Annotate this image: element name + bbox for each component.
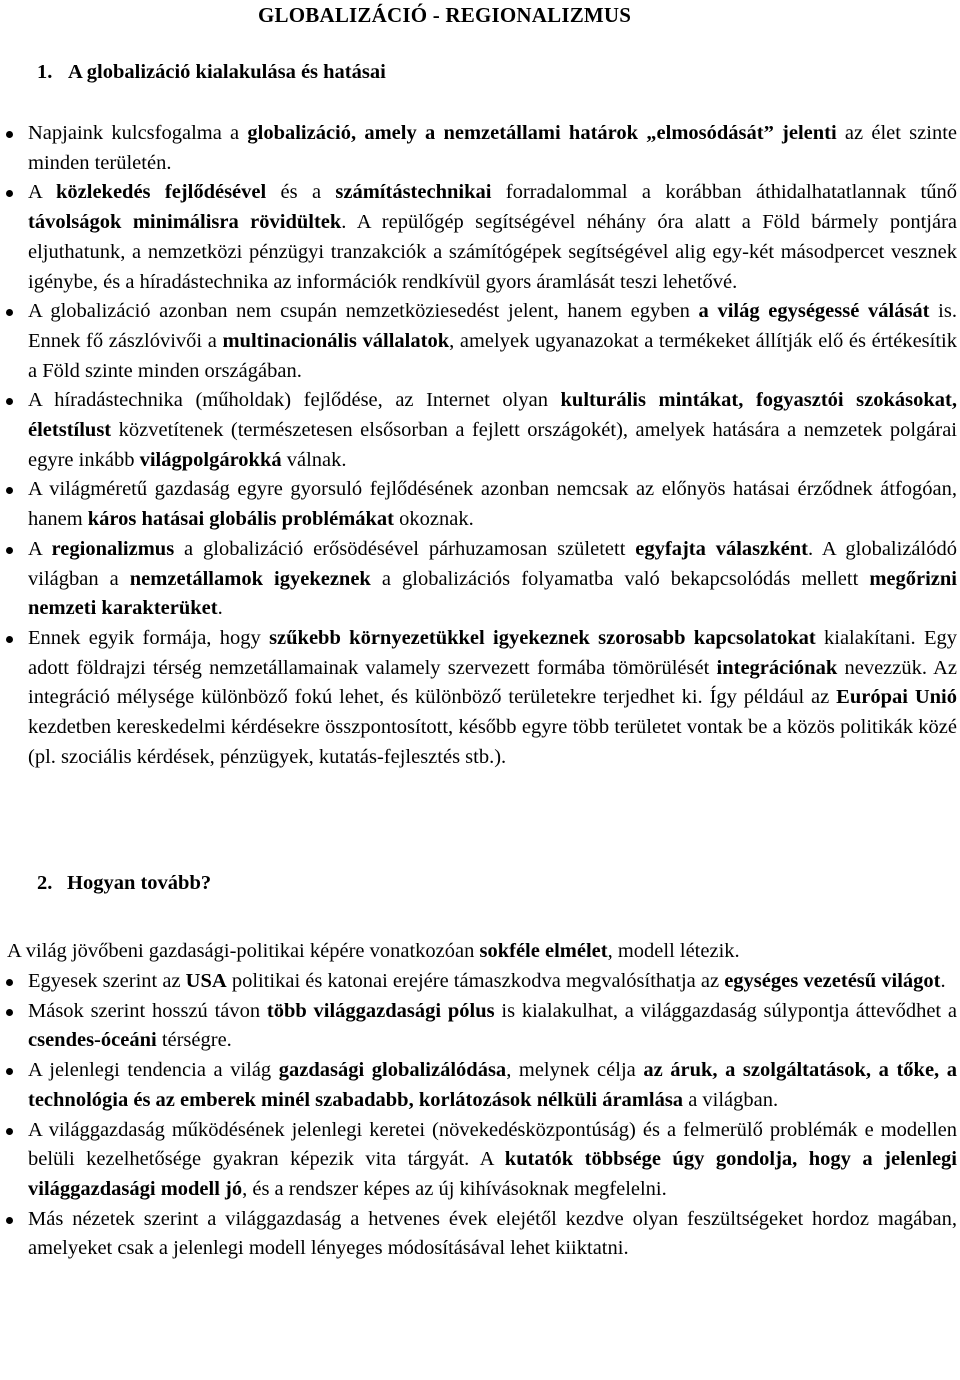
- text-run: okoznak.: [394, 508, 474, 531]
- text-run: és a: [266, 181, 336, 204]
- list-item: [28, 535, 957, 624]
- text-run: közvetítenek (természetesen elsősorban a fejlett országokét), amelyek hatására a nemzetek polgárai egyre inkább: [28, 419, 957, 471]
- text-run: Egyesek szerint az: [28, 970, 186, 992]
- list-item: [28, 386, 957, 475]
- bold-text: integrációnak: [716, 656, 838, 679]
- bold-text: a világ egységessé válását: [698, 300, 930, 323]
- text-run: A jelenlegi tendencia a világ: [28, 1059, 279, 1082]
- section-2-bullet-list: [0, 967, 957, 1264]
- bold-text: csendes-óceáni: [28, 1029, 157, 1052]
- text-run: politikai és katonai erejére támaszkodva megvalósíthatja az: [226, 970, 725, 992]
- text-run: is. Ennek fő zászlóvivői a: [28, 300, 957, 352]
- text-run: , melynek célja: [506, 1059, 644, 1082]
- bold-text: több világgazdasági pólus: [266, 999, 495, 1022]
- bullet-icon: [6, 979, 13, 986]
- bold-text: számítástechnikai: [335, 181, 492, 204]
- list-item: [28, 997, 957, 1056]
- bold-text: kutatók többsége úgy gondolja, hogy a jelenlegi világgazdasági modell jó: [28, 1148, 957, 1200]
- bullet-icon: [6, 636, 13, 643]
- section-1-heading-text: A globalizáció kialakulása és hatásai: [68, 61, 386, 83]
- bold-text: kulturális mintákat, fogyasztói szokásokat, életstílust: [28, 389, 957, 442]
- bold-text: egyfajta válaszként: [635, 537, 808, 560]
- bullet-icon: [6, 1128, 13, 1135]
- section-1-bullet-list: [0, 119, 957, 772]
- text-run: Más nézetek szerint a világgazdaság a hetvenes évek elejétől kezdve olyan feszültségeket hordoz magában, amelyeket csak a jelenlegi modell lényeges módosításával lehet kiiktatni.: [28, 1207, 957, 1260]
- text-run: Ennek egyik formája, hogy: [28, 626, 270, 649]
- text-run: A világgazdaság működésének jelenlegi keretei (növekedésközpontúság) és a felmerülő problémák e modellen belüli kezelhetősége gyakran képezik vita tárgyát. A: [28, 1118, 957, 1171]
- bold-text: egységes vezetésű világot: [724, 970, 941, 992]
- bold-text: szűkebb környezetükkel igyekeznek szorosabb kapcsolatokat: [269, 626, 816, 649]
- bullet-icon: [6, 309, 13, 316]
- bullet-icon: [6, 190, 13, 197]
- list-item: [28, 178, 957, 297]
- text-run: . A repülőgép segítségével néhány óra alatt a Föld bármely pontjára eljuthatunk, a nemzetközi pénzügyi tranzakciók a számítógépek segítségével alig egy-két másodpercet vesznek igénybe, és a híradástechnika az információk rendkívül gyors áramlását teszi lehetővé.: [28, 211, 957, 293]
- text-run: nevezzük. Az integráció mélysége különböző fokú lehet, és különböző területekre terjedhet ki. Így például az: [28, 656, 957, 709]
- section-2-intro: [7, 937, 740, 967]
- section-2-heading: [37, 872, 211, 895]
- bullet-icon: [6, 398, 13, 405]
- text-run: térségre.: [156, 1029, 232, 1052]
- bullet-icon: [6, 1217, 13, 1224]
- bold-text: gazdasági globalizálódása: [278, 1059, 507, 1082]
- bold-text: USA: [185, 970, 227, 992]
- list-item: [28, 967, 957, 997]
- text-run: , amelyek ugyanazokat a termékeket állítják elő és értékesítik a Föld szinte minden országában.: [28, 329, 957, 382]
- bold-text: világpolgárokká: [139, 448, 282, 471]
- bullet-icon: [6, 487, 13, 494]
- bullet-icon: [6, 547, 13, 554]
- text-run: a globalizáció erősödésével párhuzamosan született: [174, 537, 636, 560]
- text-run: forradalommal a korábban áthidalhatatlannak tűnő: [491, 181, 957, 204]
- list-item: [28, 297, 957, 386]
- bold-text: sokféle elmélet: [479, 940, 608, 962]
- bullet-icon: [6, 131, 13, 138]
- bold-text: az áruk, a szolgáltatások, a tőke, a technológia és az emberek minél szabadabb, korlátozások nélküli áramlása: [28, 1059, 957, 1111]
- bold-text: multinacionális vállalatok: [222, 329, 450, 352]
- list-item: [28, 119, 957, 178]
- text-run: Mások szerint hosszú távon: [28, 999, 267, 1022]
- bold-text: megőrizni nemzeti karakterüket: [28, 567, 957, 620]
- text-run: kialakítani. Egy adott földrajzi térség nemzetállamainak valamely szervezett formába tömörülését: [28, 626, 958, 679]
- list-item: [28, 1205, 957, 1264]
- text-run: A: [28, 537, 52, 560]
- bold-text: globalizáció, amely a nemzetállami határok „elmosódását” jelenti: [247, 122, 837, 144]
- page-title: GLOBALIZÁCIÓ - REGIONALIZMUS: [258, 3, 632, 27]
- list-item: [28, 1056, 957, 1115]
- text-run: az élet szinte minden területén.: [28, 122, 957, 174]
- bold-text: regionalizmus: [51, 537, 175, 560]
- bold-text: közlekedés fejlődésével: [56, 181, 267, 204]
- section-1-heading: [37, 61, 386, 84]
- section-2-number: 2.: [37, 872, 53, 894]
- bold-text: nemzetállamok igyekeznek: [129, 567, 371, 590]
- text-run: A világméretű gazdaság egyre gyorsuló fejlődésének azonban nemcsak az előnyös hatásai érződnek átfogóan, hanem: [28, 478, 957, 531]
- text-run: is kialakulhat, a világgazdaság súlypontja áttevődhet a: [494, 999, 957, 1022]
- bullet-icon: [6, 1009, 13, 1016]
- text-run: , és a rendszer képes az új kihívásoknak megfelelni.: [242, 1177, 667, 1200]
- text-run: a világban.: [683, 1088, 779, 1111]
- text-run: A globalizáció azonban nem csupán nemzetköziesedést jelent, hanem egyben: [28, 300, 699, 323]
- list-item: [28, 1116, 957, 1205]
- bullet-icon: [6, 1068, 13, 1075]
- text-run: Napjaink kulcsfogalma a: [28, 122, 248, 144]
- text-run: .: [940, 970, 946, 992]
- text-run: . A globalizálódó világban a: [28, 537, 957, 590]
- bold-text: Európai Unió: [836, 686, 958, 709]
- bold-text: távolságok minimálisra rövidültek: [28, 211, 342, 234]
- text-run: A világ jövőbeni gazdasági-politikai képére vonatkozóan: [7, 940, 480, 962]
- text-run: .: [217, 597, 223, 620]
- text-run: , modell létezik.: [607, 940, 740, 962]
- list-item: [28, 475, 957, 534]
- section-2-heading-text: Hogyan tovább?: [67, 872, 212, 894]
- text-run: a globalizációs folyamatba való bekapcsolódás mellett: [370, 567, 870, 590]
- text-run: A: [28, 181, 57, 204]
- bold-text: káros hatásai globális problémákat: [87, 508, 395, 531]
- text-run: kezdetben kereskedelmi kérdésekre összpontosított, később egyre több területet vontak be a közös politikák közé (pl. szociális kérdések, pénzügyek, kutatás-fejlesztés stb.).: [28, 716, 957, 768]
- text-run: A híradástechnika (műholdak) fejlődése, az Internet olyan: [28, 389, 561, 412]
- list-item: [28, 624, 957, 773]
- text-run: válnak.: [281, 448, 347, 471]
- section-1-number: 1.: [37, 61, 53, 83]
